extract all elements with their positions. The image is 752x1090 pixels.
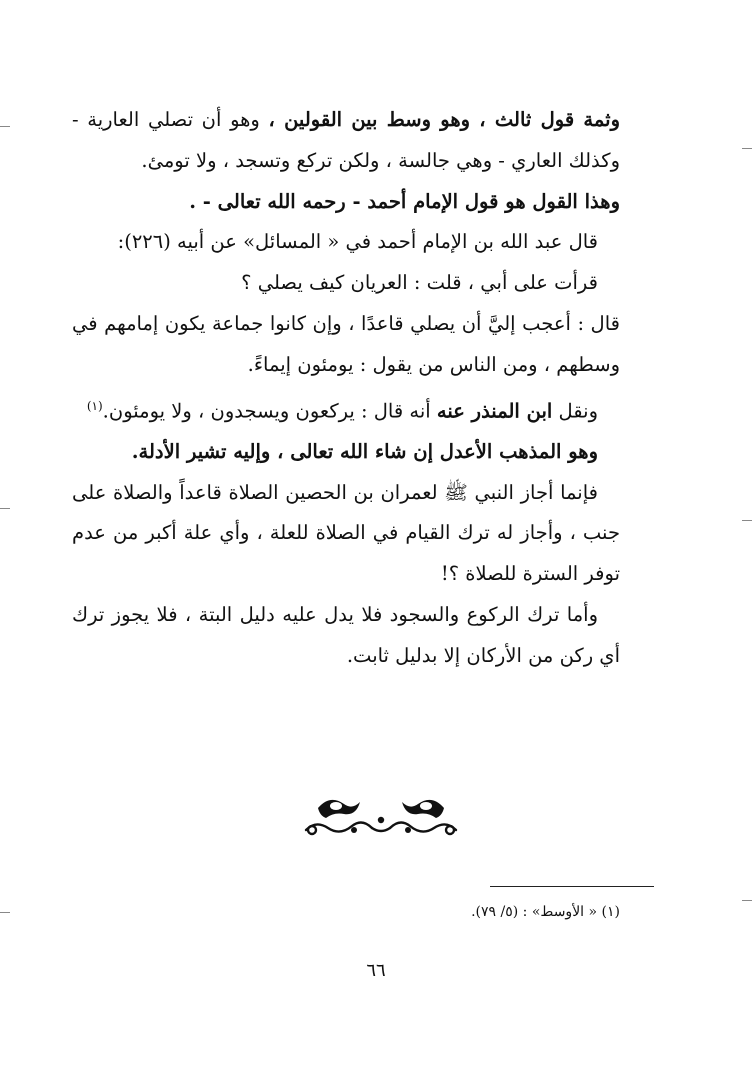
paragraph-ahmad-opinion: وهذا القول هو قول الإمام أحمد - رحمه الله تعالى - . xyxy=(189,189,620,213)
paragraph-abdullah-quote: قال عبد الله بن الإمام أحمد في « المسائل» عن أبيه (٢٢٦): xyxy=(117,230,598,254)
margin-tick xyxy=(742,148,752,149)
paragraph-evidence: فإنما أجاز النبي ﷺ لعمران بن الحصين الصلاة قاعداً والصلاة على جنب ، وأجاز له ترك القيام في الصلاة للعلة ، وأي علة أكبر من عدم توفر السترة للصلاة ؟! xyxy=(72,480,620,586)
paragraph-conclusion: وأما ترك الركوع والسجود فلا يدل عليه دليل البتة ، فلا يجوز ترك أي ركن من الأركان إلا بدليل ثابت. xyxy=(72,603,620,667)
floral-ornament-icon xyxy=(296,792,466,838)
footnote-ref: (١) xyxy=(86,398,103,413)
paragraph-third-opinion: وثمة قول ثالث ، وهو وسط بين القولين ، وهو أن تصلي العارية - وكذلك العاري - وهي جالسة ، ولكن تركع وتسجد ، ولا تومئ. xyxy=(72,108,620,172)
footnote: (١) « الأوسط» : (٥/ ٧٩). xyxy=(471,904,620,920)
margin-tick xyxy=(742,900,752,901)
body-text xyxy=(72,100,620,677)
paragraph-question: قرأت على أبي ، قلت : العريان كيف يصلي ؟ xyxy=(241,271,598,295)
margin-tick xyxy=(742,520,752,521)
paragraph-answer: قال : أعجب إليَّ أن يصلي قاعدًا ، وإن كانوا جماعة يكون إمامهم في وسطهم ، ومن الناس من يقول : يومئون إيماءً. xyxy=(72,311,620,376)
bold-phrase: وثمة قول ثالث ، وهو وسط بين القولين ، xyxy=(268,108,620,131)
margin-tick xyxy=(0,508,10,509)
margin-tick xyxy=(0,126,10,127)
margin-tick xyxy=(0,912,10,913)
bold-phrase: ابن المنذر عنه xyxy=(436,399,553,423)
paragraph-ibn-mundhir: ونقل ابن المنذر عنه أنه قال : يركعون ويسجدون ، ولا يومئون.$^{(١)}$ xyxy=(86,398,598,423)
page-number: ٦٦ xyxy=(366,960,386,981)
footnote-rule xyxy=(490,886,654,887)
paragraph-preferred-view: وهو المذهب الأعدل إن شاء الله تعالى ، وإليه تشير الأدلة. xyxy=(131,439,598,463)
